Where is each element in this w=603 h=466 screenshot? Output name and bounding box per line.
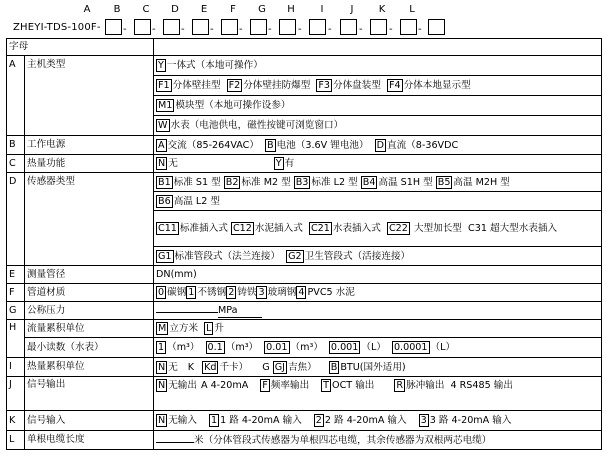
- header-letter-i: I: [320, 4, 324, 15]
- row-name-b: 工作电源: [25, 136, 154, 155]
- option-code[interactable]: G1: [158, 250, 172, 262]
- code-box-g[interactable]: [279, 19, 296, 35]
- option-code[interactable]: B6: [158, 195, 171, 207]
- code-box-d[interactable]: [192, 19, 209, 35]
- option-label: 吉焦）: [287, 361, 317, 373]
- row-letter-f: F: [7, 284, 25, 302]
- option-code[interactable]: N: [158, 158, 166, 169]
- code-box-f[interactable]: [250, 19, 267, 35]
- option-code[interactable]: 1: [188, 287, 195, 298]
- option-label: 4 RS485 输出: [450, 380, 513, 391]
- option-label: 水表（电池供电，磁性按键可浏览窗口）: [170, 120, 344, 131]
- code-box-c[interactable]: [163, 19, 180, 35]
- option-code[interactable]: B2: [225, 176, 239, 188]
- option-code[interactable]: B: [330, 361, 338, 373]
- option-code[interactable]: F4: [388, 80, 401, 91]
- row-letter-c: C: [7, 155, 25, 173]
- model-selection-table: [6, 38, 602, 450]
- separator-dash: -: [268, 24, 272, 35]
- pressure-blank[interactable]: [156, 303, 218, 313]
- option-cell: [154, 56, 602, 76]
- option-label: 标准插入式: [179, 223, 228, 234]
- option-code[interactable]: B4: [362, 176, 376, 188]
- row-letter-k: K: [7, 411, 25, 431]
- option-label: 高温 L2 型: [173, 195, 221, 207]
- option-label: 分体盘装型: [333, 80, 381, 91]
- option-label: A 4-20mA: [200, 380, 249, 391]
- row-letter-e: E: [7, 266, 25, 284]
- option-code[interactable]: 0.1: [207, 342, 223, 353]
- option-label: 无输入: [168, 415, 197, 426]
- option-label: G: [262, 361, 270, 373]
- option-code[interactable]: 0.01: [266, 342, 288, 353]
- header-letter-h: H: [287, 4, 295, 15]
- option-label: 标准 S1 型: [173, 176, 221, 188]
- option-label: 标准 M2 型: [241, 176, 291, 188]
- row-letter-l: L: [7, 431, 25, 450]
- option-code[interactable]: Kd: [204, 361, 217, 373]
- header-letter-d: D: [171, 4, 179, 15]
- option-code[interactable]: C12: [232, 223, 252, 234]
- option-label: 立方米: [169, 323, 199, 334]
- header-letter-f: F: [230, 4, 236, 15]
- option-label: 标准 L2 型: [311, 176, 358, 188]
- row-letter-b: B: [7, 136, 25, 155]
- option-code[interactable]: F1: [158, 80, 170, 91]
- option-code[interactable]: B3: [295, 176, 309, 188]
- option-code[interactable]: 2: [228, 287, 235, 298]
- code-box-j[interactable]: [370, 19, 387, 35]
- separator-dash: -: [152, 24, 156, 35]
- option-code[interactable]: B1: [158, 176, 171, 188]
- header-letter-l: L: [409, 4, 415, 15]
- option-label: 无: [168, 361, 178, 373]
- option-cell: [154, 116, 602, 136]
- row-name-j: 信号输出: [25, 377, 154, 411]
- code-box-e[interactable]: [221, 19, 238, 35]
- option-label: OCT 输出: [332, 380, 375, 391]
- option-label: 1 路 4-20mA 输入: [220, 415, 302, 426]
- code-box-i[interactable]: [340, 19, 357, 35]
- option-label: 模块型（本地可操作设参）: [175, 100, 291, 111]
- option-code[interactable]: G2: [288, 250, 302, 262]
- row-name-f: 管道材质: [25, 284, 154, 302]
- option-label: 玻璃钢: [267, 287, 297, 298]
- option-code[interactable]: T: [323, 380, 330, 391]
- option-label: 分体壁挂防爆型: [243, 80, 311, 91]
- separator-dash: -: [328, 24, 332, 35]
- option-cell: [154, 96, 602, 116]
- code-box-a[interactable]: [105, 19, 122, 35]
- option-label: C31 超大型水表插入: [468, 223, 558, 234]
- separator-dash: -: [181, 24, 185, 35]
- option-code[interactable]: D: [376, 139, 384, 151]
- separator-dash: -: [298, 24, 302, 35]
- option-label: 分体本地显示型: [403, 80, 471, 91]
- option-label: 千卡）: [219, 361, 249, 373]
- row-letter-g: G: [7, 302, 25, 320]
- option-cell: [154, 338, 602, 358]
- option-cell: [154, 136, 602, 155]
- option-cell: [154, 155, 602, 173]
- option-label: 分体壁挂型: [172, 80, 221, 91]
- option-label: 无: [168, 158, 178, 169]
- cable-length-text: 米（分体管段式传感器为单根四芯电缆，其余传感器为双根两芯电缆）: [194, 435, 492, 447]
- row-letter-a: A: [7, 56, 25, 136]
- row-name-k: 信号输入: [25, 411, 154, 431]
- option-label: 脉冲输出: [406, 380, 445, 391]
- row-name-a: 主机类型: [25, 56, 154, 136]
- option-code[interactable]: F3: [318, 80, 330, 91]
- option-code[interactable]: 1: [158, 342, 165, 353]
- header-letter-j: J: [350, 4, 354, 15]
- model-code-header: [0, 4, 603, 36]
- option-cell: [154, 320, 602, 338]
- option-label: 水表插入式: [332, 223, 381, 234]
- code-box-l[interactable]: [428, 19, 445, 35]
- option-cell: [154, 76, 602, 96]
- option-code[interactable]: C21: [310, 223, 330, 234]
- row-letter-j: J: [7, 377, 25, 411]
- option-cell: [154, 173, 602, 192]
- option-label: 高温 S1H 型: [378, 176, 433, 188]
- row-name-c: 热量功能: [25, 155, 154, 173]
- option-label: 大型加长型: [413, 223, 462, 234]
- option-code[interactable]: 2: [315, 415, 322, 426]
- option-code[interactable]: W: [158, 120, 168, 131]
- option-code[interactable]: Y: [158, 60, 164, 71]
- option-cell: [154, 211, 602, 247]
- option-label: 标准管段式（法兰连接）: [174, 250, 281, 262]
- model-prefix: ZHEYI-TDS-100F-: [13, 22, 101, 33]
- separator-dash: -: [389, 24, 393, 35]
- pipe-diameter-value: DN(mm): [154, 266, 602, 284]
- option-label: 铸铁: [237, 287, 257, 298]
- pressure-unit: MPa: [218, 305, 262, 317]
- row-name-e: 测量管径: [25, 266, 154, 284]
- option-label: 电池（3.6V 锂电池）: [276, 139, 369, 151]
- header-letter-e: E: [200, 4, 208, 15]
- option-code[interactable]: 4: [298, 287, 305, 298]
- option-code[interactable]: 3: [258, 287, 265, 298]
- header-letter-k: K: [378, 4, 386, 15]
- option-code[interactable]: R: [396, 380, 404, 391]
- option-code[interactable]: C22: [388, 223, 408, 234]
- option-code[interactable]: Y: [275, 158, 282, 169]
- option-code[interactable]: N: [158, 361, 166, 373]
- option-label: 交流（85-264VAC）: [167, 139, 259, 151]
- option-code[interactable]: N: [158, 415, 166, 426]
- row-name-h: 流量累积单位: [25, 320, 154, 338]
- option-code[interactable]: 1: [210, 415, 218, 426]
- separator-dash: -: [239, 24, 243, 35]
- option-label: PVC5 水泥: [307, 287, 355, 298]
- table-header-label: 字母: [7, 39, 154, 56]
- option-code[interactable]: 3: [420, 415, 427, 426]
- code-box-h[interactable]: [309, 19, 326, 35]
- option-code[interactable]: GJ: [274, 361, 285, 373]
- option-label: 一体式（本地可操作）: [166, 60, 263, 71]
- row-name-g: 公称压力: [25, 302, 154, 320]
- row-letter-h: H: [7, 320, 25, 358]
- option-label: 频率输出: [270, 380, 310, 391]
- option-label: 不锈钢: [197, 287, 227, 298]
- separator-dash: -: [359, 24, 363, 35]
- row-name-d: 传感器类型: [25, 173, 154, 266]
- row-letter-d: D: [7, 173, 25, 266]
- row-name-l: 单根电缆长度: [25, 431, 154, 450]
- option-code[interactable]: F: [262, 380, 268, 391]
- option-code[interactable]: 0: [158, 287, 165, 298]
- option-code[interactable]: C11: [158, 223, 177, 234]
- option-label: （m³）: [167, 342, 200, 353]
- option-label: 2 路 4-20mA 输入: [324, 415, 407, 426]
- option-code[interactable]: B5: [437, 176, 451, 188]
- row-name-h-min-reading: 最小读数（水表）: [25, 338, 154, 358]
- option-label: 无输出: [168, 380, 197, 391]
- option-code[interactable]: A: [158, 139, 165, 151]
- option-label: 高温 M2H 型: [453, 176, 510, 188]
- cable-length-blank[interactable]: [156, 433, 194, 443]
- header-letter-g: G: [258, 4, 266, 15]
- separator-dash: -: [418, 24, 422, 35]
- option-label: K: [187, 361, 195, 373]
- option-code[interactable]: M: [158, 323, 167, 334]
- option-cell: [154, 358, 602, 377]
- option-code[interactable]: 0.0001: [393, 342, 428, 353]
- table-header-empty: [154, 39, 602, 56]
- option-label: （m³）: [290, 342, 323, 353]
- option-label: 有: [284, 158, 295, 169]
- option-code[interactable]: 0.001: [330, 342, 359, 353]
- code-box-b[interactable]: [134, 19, 151, 35]
- option-label: 直流（8-36VDC: [387, 139, 459, 151]
- option-code[interactable]: F2: [228, 80, 241, 91]
- option-label: 水泥插入式: [254, 223, 303, 234]
- row-name-i: 热量累积单位: [25, 358, 154, 377]
- option-label: 升: [214, 323, 225, 334]
- cable-length-cell: [154, 431, 602, 450]
- option-code[interactable]: B: [266, 139, 274, 151]
- option-label: （m³）: [225, 342, 259, 353]
- option-cell: [154, 192, 602, 211]
- pressure-cell: [154, 302, 602, 320]
- option-code[interactable]: L: [206, 323, 212, 334]
- row-letter-i: I: [7, 358, 25, 377]
- option-label: BTU(国外适用): [340, 361, 406, 373]
- option-cell: [154, 377, 602, 411]
- option-cell: [154, 411, 602, 431]
- option-label: （L）: [361, 342, 386, 353]
- header-letter-b: B: [113, 4, 121, 15]
- option-label: 卫生管段式（活接连接）: [304, 250, 411, 262]
- option-label: 碳钢: [167, 287, 187, 298]
- option-cell: [154, 247, 602, 266]
- option-label: 3 路 4-20mA 输入: [429, 415, 512, 426]
- header-letter-c: C: [142, 4, 150, 15]
- option-code[interactable]: N: [158, 380, 166, 391]
- separator-dash: -: [210, 24, 214, 35]
- option-cell: [154, 284, 602, 302]
- header-letter-a: A: [83, 4, 91, 15]
- code-box-k[interactable]: [400, 19, 417, 35]
- option-code[interactable]: M1: [158, 100, 173, 111]
- separator-dash: -: [123, 24, 127, 35]
- option-label: （L）: [430, 342, 456, 353]
